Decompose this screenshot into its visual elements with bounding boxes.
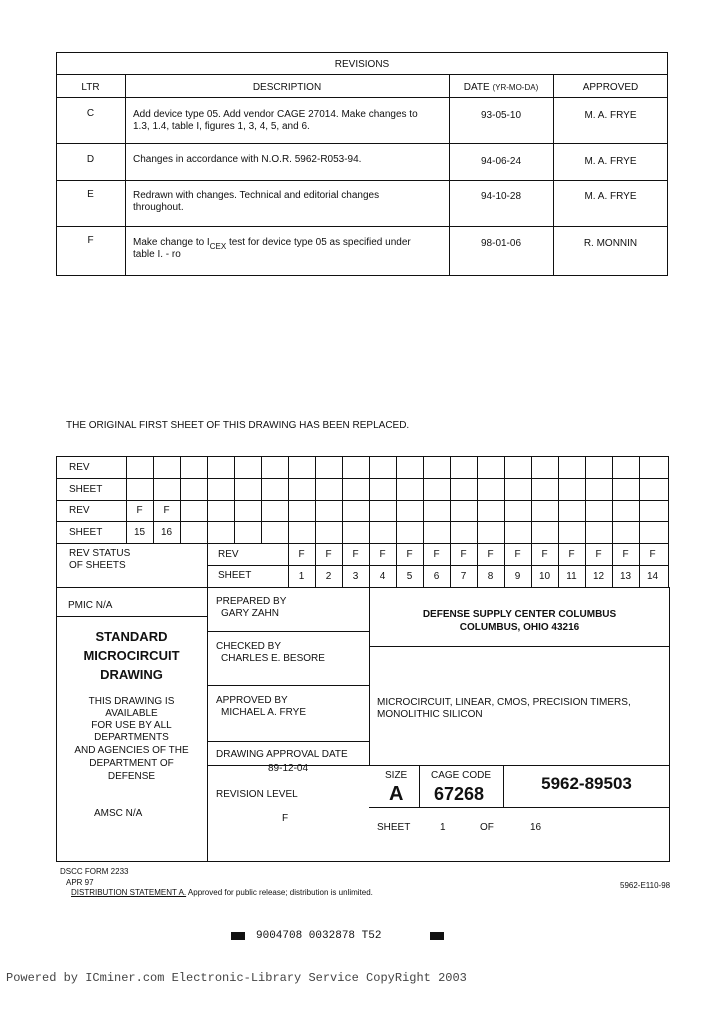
status-sheet-cell: 6 xyxy=(433,571,440,582)
distribution-statement xyxy=(71,887,373,899)
revision-level-label: REVISION LEVEL xyxy=(216,789,298,800)
of-label: OF xyxy=(480,822,494,833)
standard-title: DRAWING xyxy=(100,667,163,682)
availability-line: DEPARTMENTS xyxy=(94,732,169,743)
grid-sheet-label: SHEET xyxy=(69,527,103,538)
replaced-note: THE ORIGINAL FIRST SHEET OF THIS DRAWING HAS BEEN REPLACED. xyxy=(66,420,410,431)
rev-desc-line: Redrawn with changes. Technical and editorial changes xyxy=(133,190,380,201)
status-sheet-cell: 12 xyxy=(592,571,605,582)
grid-sheet-label: SHEET xyxy=(69,484,103,495)
rev-desc-line xyxy=(133,237,411,249)
cage-label: CAGE CODE xyxy=(431,770,492,781)
grid-sheet-cell: 16 xyxy=(160,527,173,538)
drawing-description: MONOLITHIC SILICON xyxy=(377,709,483,720)
availability-line: THIS DRAWING IS xyxy=(88,696,175,707)
rev-date: 98-01-06 xyxy=(480,238,522,249)
status-sheet-cell: 4 xyxy=(379,571,386,582)
drawing-number: 5962-89503 xyxy=(541,774,632,793)
date-header-label: DATE xyxy=(463,82,490,93)
rev-date: 94-10-28 xyxy=(480,191,522,202)
availability-line: AND AGENCIES OF THE xyxy=(74,745,189,756)
rev-approved: M. A. FRYE xyxy=(584,191,637,202)
rev-approved: M. A. FRYE xyxy=(584,110,637,121)
pmic: PMIC N/A xyxy=(68,600,113,611)
status-sheet-cell: 2 xyxy=(325,571,332,582)
distribution-text: Approved for public release; distribution is unlimited. xyxy=(186,888,373,897)
size-value: A xyxy=(389,783,404,805)
rev-desc-pre: Make change to I xyxy=(133,237,210,248)
col-ltr-header: LTR xyxy=(81,82,100,93)
status-sheet-cell: 1 xyxy=(298,571,305,582)
rev-desc-line: 1.3, 1.4, table I, figures 1, 3, 4, 5, and 6. xyxy=(133,121,310,132)
revision-level: F xyxy=(282,813,289,824)
prepared-name: GARY ZAHN xyxy=(221,608,279,619)
status-rev-cell: F xyxy=(514,549,521,560)
approval-date: 89-12-04 xyxy=(268,763,309,774)
rev-ltr: C xyxy=(86,108,95,119)
size-label: SIZE xyxy=(385,770,408,781)
sheet-label: SHEET xyxy=(377,822,411,833)
form-date: APR 97 xyxy=(66,878,94,887)
barcode-text: 9004708 0032878 T52 xyxy=(256,930,382,942)
rev-desc-post: test for device type 05 as specified under xyxy=(226,237,411,248)
rev-ltr: E xyxy=(87,189,94,200)
status-rev-label: REV xyxy=(218,549,239,560)
standard-title: MICROCIRCUIT xyxy=(83,648,180,663)
status-sheet-cell: 11 xyxy=(566,571,577,582)
date-format: (YR-MO-DA) xyxy=(492,83,539,92)
status-rev-cell: F xyxy=(568,549,575,560)
status-sheet-cell: 13 xyxy=(619,571,632,582)
status-sheet-cell: 3 xyxy=(352,571,359,582)
rev-ltr: F xyxy=(87,235,94,246)
powered-by: Powered by ICminer.com Electronic-Library Service CopyRight 2003 xyxy=(6,971,467,985)
availability-line: AVAILABLE xyxy=(105,708,158,719)
status-rev-cell: F xyxy=(352,549,359,560)
status-rev-cell: F xyxy=(298,549,305,560)
rev-desc-line: Changes in accordance with N.O.R. 5962-R053-94. xyxy=(133,154,362,165)
drawing-description: MICROCIRCUIT, LINEAR, CMOS, PRECISION TIMERS, xyxy=(377,697,631,708)
rev-date: 93-05-10 xyxy=(480,110,522,121)
grid-sheet-cell: 15 xyxy=(133,527,146,538)
barcode-left-block xyxy=(231,932,245,940)
prepared-label: PREPARED BY xyxy=(216,596,287,607)
approved-name: MICHAEL A. FRYE xyxy=(221,707,307,718)
amsc: AMSC N/A xyxy=(94,808,143,819)
status-sheet-cell: 8 xyxy=(487,571,494,582)
status-sheet-label: SHEET xyxy=(218,570,252,581)
form-number: DSCC FORM 2233 xyxy=(60,867,129,876)
status-sheet-cell: 5 xyxy=(406,571,413,582)
status-sheet-cell: 10 xyxy=(538,571,551,582)
status-rev-cell: F xyxy=(595,549,602,560)
rev-desc-line: throughout. xyxy=(133,202,184,213)
rev-approved: M. A. FRYE xyxy=(584,156,637,167)
availability-line: FOR USE BY ALL xyxy=(91,720,172,731)
rev-ltr: D xyxy=(86,154,95,165)
revisions-title: REVISIONS xyxy=(334,59,390,70)
agency-name: DEFENSE SUPPLY CENTER COLUMBUS xyxy=(422,609,617,620)
grid-rev-cell: F xyxy=(163,505,170,516)
rev-approved: R. MONNIN xyxy=(583,238,638,249)
status-sheet-cell: 7 xyxy=(460,571,467,582)
cage-value: 67268 xyxy=(434,784,485,804)
sheet-total: 16 xyxy=(530,822,542,833)
grid-rev-label: REV xyxy=(69,462,90,473)
rev-status-label: OF SHEETS xyxy=(69,560,126,571)
barcode-right-block xyxy=(430,932,444,940)
status-rev-cell: F xyxy=(379,549,386,560)
status-rev-cell: F xyxy=(541,549,548,560)
rev-status-label: REV STATUS xyxy=(69,548,131,559)
availability-line: DEPARTMENT OF xyxy=(89,758,174,769)
checked-name: CHARLES E. BESORE xyxy=(221,653,325,664)
grid-rev-label: REV xyxy=(69,505,90,516)
status-rev-cell: F xyxy=(406,549,413,560)
status-rev-cell: F xyxy=(622,549,629,560)
checked-label: CHECKED BY xyxy=(216,641,282,652)
status-rev-cell: F xyxy=(460,549,467,560)
rev-desc-line: table I. - ro xyxy=(133,249,181,260)
col-description-header: DESCRIPTION xyxy=(252,82,322,93)
rev-desc-subscript: CEX xyxy=(209,242,227,251)
approval-date-label: DRAWING APPROVAL DATE xyxy=(216,749,348,760)
col-approved-header: APPROVED xyxy=(582,82,639,93)
grid-rev-cell: F xyxy=(136,505,143,516)
status-rev-cell: F xyxy=(649,549,656,560)
status-sheet-cell: 9 xyxy=(514,571,521,582)
rev-desc-line: Add device type 05. Add vendor CAGE 27014. Make changes to xyxy=(133,109,418,120)
status-rev-cell: F xyxy=(433,549,440,560)
document-code: 5962-E110-98 xyxy=(620,881,671,890)
availability-line: DEFENSE xyxy=(107,771,156,782)
status-rev-cell: F xyxy=(325,549,332,560)
rev-date: 94-06-24 xyxy=(480,156,522,167)
status-rev-cell: F xyxy=(487,549,494,560)
status-sheet-cell: 14 xyxy=(646,571,659,582)
approved-label: APPROVED BY xyxy=(216,695,288,706)
agency-address: COLUMBUS, OHIO 43216 xyxy=(459,622,580,633)
col-date-header xyxy=(449,82,553,94)
distribution-label: DISTRIBUTION STATEMENT A. xyxy=(71,888,187,897)
sheet-number: 1 xyxy=(440,822,446,833)
standard-title: STANDARD xyxy=(95,629,168,644)
